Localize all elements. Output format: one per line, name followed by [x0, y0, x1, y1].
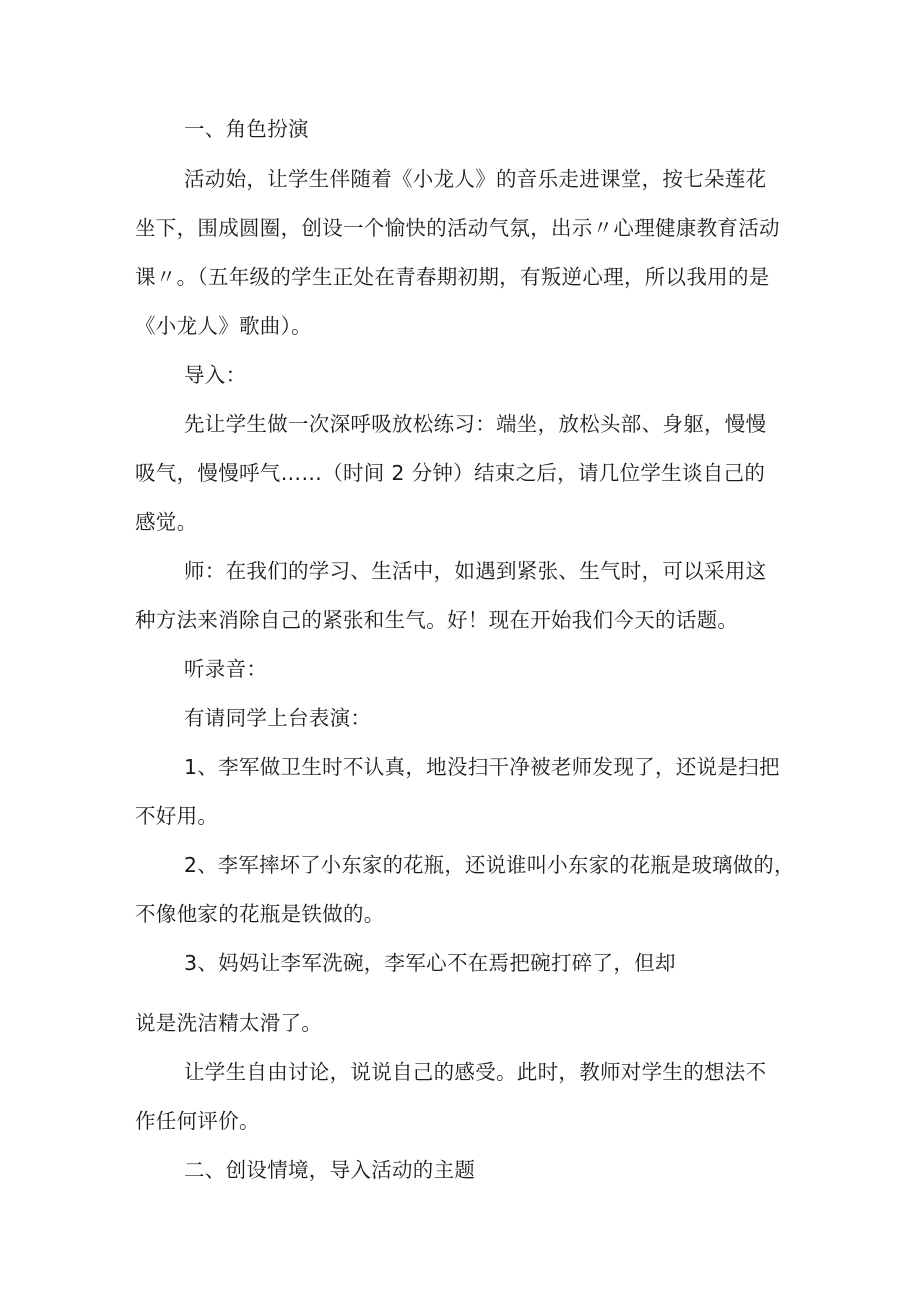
perform-label: 有请同学上台表演： — [184, 706, 372, 730]
paragraph-line: 种方法来消除自己的紧张和生气。好！现在开始我们今天的话题。 — [135, 608, 739, 632]
intro-label: 导入： — [184, 363, 247, 387]
list-item-line: 说是洗洁精太滑了。 — [135, 1011, 323, 1035]
paragraph-line: 坐下，围成圆圈，创设一个愉快的活动气氛，出示〃心理健康教育活动 — [135, 216, 780, 240]
list-item-line: 2、李军摔坏了小东家的花瓶，还说谁叫小东家的花瓶是玻璃做的， — [184, 853, 795, 877]
list-item-line: 不像他家的花瓶是铁做的。 — [135, 902, 385, 926]
paragraph-line: 吸气，慢慢呼气……（时间 2 分钟）结束之后，请几位学生谈自己的 — [135, 461, 766, 485]
paragraph-line: 课〃。（五年级的学生正处在青春期初期，有叛逆心理，所以我用的是 — [135, 265, 770, 289]
paragraph-line: 师：在我们的学习、生活中，如遇到紧张、生气时，可以采用这 — [184, 559, 767, 583]
listen-label: 听录音： — [184, 657, 268, 681]
paragraph-line: 《小龙人》歌曲）。 — [135, 314, 312, 338]
paragraph-line: 活动始，让学生伴随着《小龙人》的音乐走进课堂，按七朵莲花 — [184, 167, 767, 191]
section-heading-role-play: 一、角色扮演 — [184, 117, 309, 141]
list-item-line: 3、妈妈让李军洗碗，李军心不在焉把碗打碎了，但却 — [184, 951, 676, 975]
list-item-line: 1、李军做卫生时不认真，地没扫干净被老师发现了，还说是扫把 — [184, 755, 780, 779]
list-item-line: 不好用。 — [135, 804, 219, 828]
section-heading-scenario: 二、创设情境，导入活动的主题 — [184, 1158, 476, 1182]
paragraph-line: 感觉。 — [135, 510, 198, 534]
paragraph-line: 让学生自由讨论，说说自己的感受。此时，教师对学生的想法不 — [184, 1060, 767, 1084]
paragraph-line: 作任何评价。 — [135, 1109, 260, 1133]
paragraph-line: 先让学生做一次深呼吸放松练习：端坐，放松头部、身躯，慢慢 — [184, 412, 767, 436]
